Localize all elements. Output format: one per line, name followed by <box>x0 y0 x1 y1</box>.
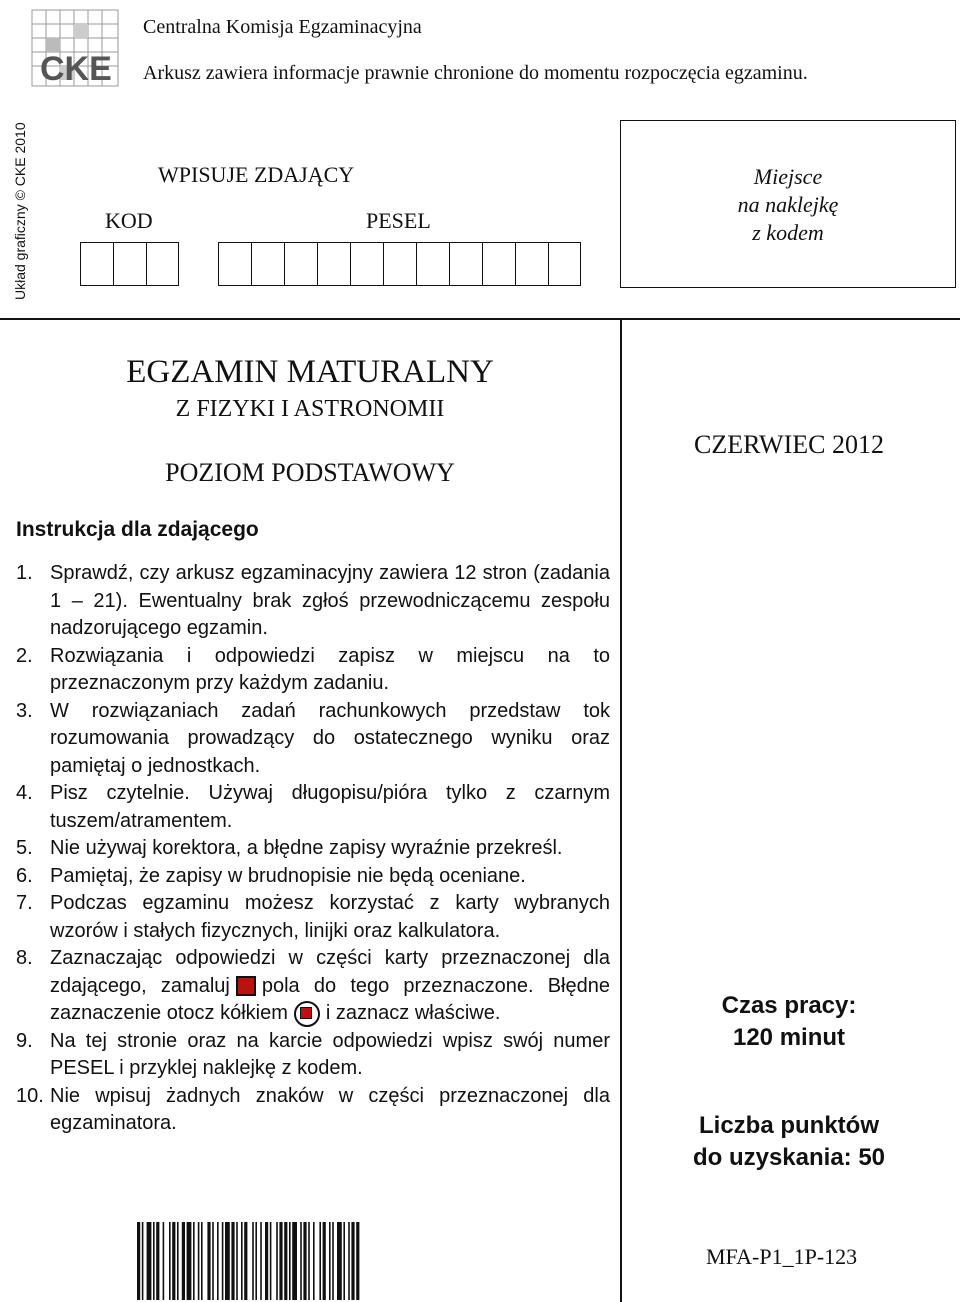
barcode-bar <box>182 1222 185 1300</box>
barcode-bar <box>137 1222 140 1300</box>
pesel-digit-box[interactable] <box>350 242 383 286</box>
barcode-bar <box>153 1222 155 1300</box>
barcode-bar <box>323 1222 326 1300</box>
barcode-bar <box>169 1222 171 1300</box>
barcode-bar <box>142 1222 144 1300</box>
list-item: 9. Na tej stronie oraz na karcie odpowiedzi wpisz swój numer PESEL i przyklej naklejkę z kodem. <box>16 1029 610 1079</box>
list-item: 7. Podczas egzaminu możesz korzystać z karty wybranych wzorów i stałych fizycznych, linijki oraz kalkulatora. <box>16 892 610 942</box>
pesel-digit-box[interactable] <box>218 242 251 286</box>
barcode-bar <box>222 1222 224 1300</box>
layout-credit: Układ graficzny © CKE 2010 <box>12 122 28 300</box>
list-item: 8. Zaznaczając odpowiedzi w części karty przeznaczonej dla zdającego, zamaluj pola do tego przeznaczone. Błędne zaznaczenie otocz kółkiem i zaznacz właściwe. <box>16 945 610 1028</box>
barcode-bar <box>241 1222 243 1300</box>
barcode-bar <box>265 1222 268 1300</box>
barcode-bar <box>332 1222 334 1300</box>
pesel-digit-box[interactable] <box>482 242 515 286</box>
list-item: 1. Sprawdź, czy arkusz egzaminacyjny zawiera 12 stron (zadania 1 – 21). Ewentualny brak zgłoś przewodniczącemu zespołu nadzorującego egzamin. <box>16 562 610 639</box>
barcode-bar <box>319 1222 321 1300</box>
barcode-bar <box>225 1222 230 1300</box>
time-label: Czas pracy: <box>721 992 857 1019</box>
barcode-bar <box>147 1222 152 1300</box>
filled-square-icon <box>236 976 256 996</box>
protection-notice: Arkusz zawiera informacje prawnie chronione do momentu rozpoczęcia egzaminu. <box>143 62 808 84</box>
exam-subject: Z FIZYKI I ASTRONOMII <box>175 396 445 422</box>
barcode-bar <box>292 1222 297 1300</box>
barcode-bar <box>201 1222 203 1300</box>
org-name: Centralna Komisja Egzaminacyjna <box>143 16 422 38</box>
barcode-bar <box>172 1222 175 1300</box>
pesel-digit-box[interactable] <box>548 242 581 286</box>
candidate-section-title: WPISUJE ZDAJĄCY <box>158 162 355 187</box>
list-item: 5. Nie używaj korektora, a błędne zapisy wyraźnie przekreśl. <box>16 837 563 859</box>
barcode-bar <box>279 1222 282 1300</box>
barcode-bar <box>356 1222 359 1300</box>
list-item: 3. W rozwiązaniach zadań rachunkowych przedstaw tok rozumowania prowadzący do ostatecznego wyniku oraz pamiętaj o jednostkach. <box>16 699 610 777</box>
cke-logo-text: CKE <box>40 50 112 88</box>
list-item: 10. Nie wpisuj żadnych znaków w części przeznaczonej dla egzaminatora. <box>16 1084 610 1134</box>
barcode-bar <box>255 1222 257 1300</box>
barcode-bar <box>337 1222 342 1300</box>
list-item: 2. Rozwiązania i odpowiedzi zapisz w miejscu na to przeznaczonym przy każdym zadaniu. <box>16 644 610 694</box>
pesel-input-boxes[interactable] <box>218 242 581 286</box>
barcode-bar <box>270 1222 272 1300</box>
pesel-digit-box[interactable] <box>284 242 317 286</box>
cke-logo <box>26 4 124 92</box>
barcode-bar <box>260 1222 262 1300</box>
barcode-bar <box>217 1222 219 1300</box>
barcode-bar <box>163 1222 165 1300</box>
time-value: 120 minut <box>732 1024 846 1051</box>
list-item: 6. Pamiętaj, że zapisy w brudnopisie nie będą oceniane. <box>16 864 526 887</box>
barcode-bar <box>207 1222 210 1300</box>
barcode-bar <box>198 1222 200 1300</box>
barcode-bar <box>343 1222 345 1300</box>
list-item: 4. Pisz czytelnie. Używaj długopisu/pióra tylko z czarnym tuszem/atramentem. <box>16 782 610 832</box>
barcode-bar <box>313 1222 315 1300</box>
pesel-digit-box[interactable] <box>251 242 284 286</box>
exam-level: POZIOM PODSTAWOWY <box>165 458 455 487</box>
kod-digit-box[interactable] <box>113 242 146 286</box>
barcode-bar <box>289 1222 291 1300</box>
exam-title: EGZAMIN MATURALNY <box>126 354 494 390</box>
barcode-bar <box>177 1222 179 1300</box>
exam-date: CZERWIEC 2012 <box>694 430 884 459</box>
points-label: Liczba punktów <box>699 1112 879 1139</box>
barcode-bar <box>284 1222 287 1300</box>
barcode-bar <box>348 1222 350 1300</box>
pesel-label: PESEL <box>366 208 431 233</box>
barcode-bar <box>187 1222 192 1300</box>
barcode-bar <box>300 1222 302 1300</box>
kod-digit-box[interactable] <box>80 242 113 286</box>
barcode <box>137 1222 497 1300</box>
pesel-digit-box[interactable] <box>449 242 482 286</box>
barcode-bar <box>193 1222 195 1300</box>
pesel-digit-box[interactable] <box>317 242 350 286</box>
barcode-bar <box>329 1222 331 1300</box>
instructions-list <box>16 560 610 1138</box>
kod-label: KOD <box>105 208 153 233</box>
sticker-line-1: Miejsce <box>753 164 823 189</box>
barcode-bar <box>236 1222 238 1300</box>
exam-code: MFA-P1_1P-123 <box>706 1244 858 1269</box>
pesel-digit-box[interactable] <box>515 242 548 286</box>
barcode-bar <box>351 1222 354 1300</box>
circled-square-icon <box>294 1001 320 1027</box>
pesel-digit-box[interactable] <box>383 242 416 286</box>
sticker-line-2: na naklejkę <box>737 192 839 217</box>
points-value: do uzyskania: 50 <box>692 1144 886 1171</box>
barcode-bar <box>303 1222 306 1300</box>
barcode-bar <box>231 1222 234 1300</box>
pesel-digit-box[interactable] <box>416 242 449 286</box>
barcode-bar <box>252 1222 254 1300</box>
barcode-bar <box>276 1222 278 1300</box>
instructions-title: Instrukcja dla zdającego <box>16 518 259 541</box>
divider-horizontal <box>0 318 960 320</box>
time-info <box>622 990 956 1054</box>
barcode-bar <box>308 1222 310 1300</box>
sticker-line-3: z kodem <box>752 220 824 245</box>
sticker-area <box>620 120 956 288</box>
barcode-bar <box>212 1222 214 1300</box>
kod-input-boxes[interactable] <box>80 242 179 286</box>
barcode-bar <box>244 1222 247 1300</box>
barcode-bar <box>156 1222 159 1300</box>
points-info <box>622 1110 956 1174</box>
kod-digit-box[interactable] <box>146 242 179 286</box>
